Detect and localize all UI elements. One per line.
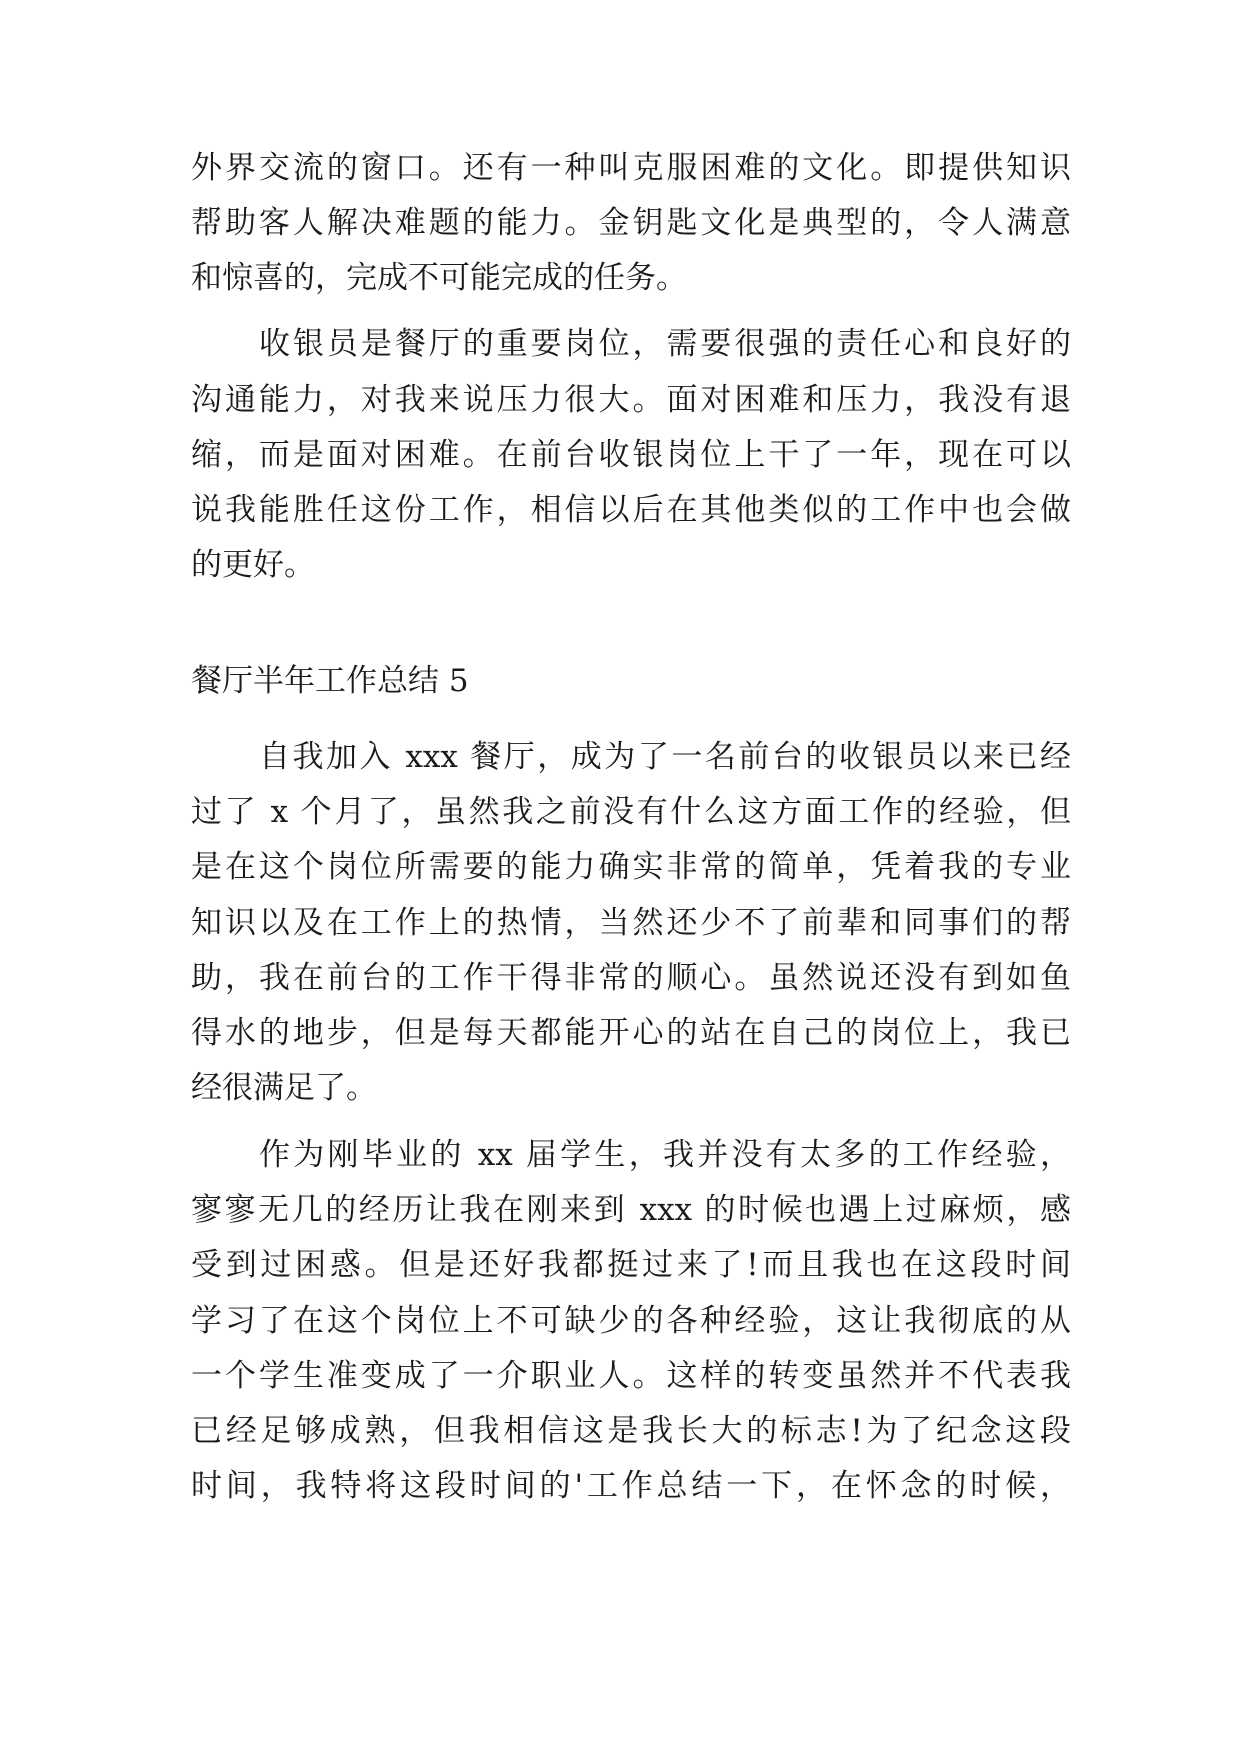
text-line: 一个学生准变成了一介职业人。这样的转变虽然并不代表我 <box>191 1358 1071 1394</box>
text-line: 帮助客人解决难题的能力。金钥匙文化是典型的，令人满意 <box>191 205 1071 241</box>
text-line: 受到过困惑。但是还好我都挺过来了!而且我也在这段时间 <box>191 1247 1071 1283</box>
text-line: 说我能胜任这份工作，相信以后在其他类似的工作中也会做 <box>191 492 1071 528</box>
text-line: 知识以及在工作上的热情，当然还少不了前辈和同事们的帮 <box>191 905 1071 941</box>
text-line: 时间，我特将这段时间的'工作总结一下，在怀念的时候， <box>191 1468 1071 1504</box>
text-line: 过了 x 个月了，虽然我之前没有什么这方面工作的经验，但 <box>191 794 1071 830</box>
text-line: 已经足够成熟，但我相信这是我长大的标志!为了纪念这段 <box>191 1413 1071 1449</box>
text-line: 学习了在这个岗位上不可缺少的各种经验，这让我彻底的从 <box>191 1303 1071 1339</box>
section-title: 餐厅半年工作总结 5 <box>191 663 469 699</box>
text-line: 缩，而是面对困难。在前台收银岗位上干了一年，现在可以 <box>191 437 1071 473</box>
text-line: 和惊喜的，完成不可能完成的任务。 <box>191 260 687 296</box>
text-line: 自我加入 xxx 餐厅，成为了一名前台的收银员以来已经 <box>259 739 1071 775</box>
text-line: 沟通能力，对我来说压力很大。面对困难和压力，我没有退 <box>191 382 1071 418</box>
text-line: 作为刚毕业的 xx 届学生，我并没有太多的工作经验， <box>259 1137 1071 1173</box>
text-line: 经很满足了。 <box>191 1070 377 1106</box>
text-line: 的更好。 <box>191 547 315 583</box>
text-line: 外界交流的窗口。还有一种叫克服困难的文化。即提供知识 <box>191 150 1071 186</box>
text-line: 助，我在前台的工作干得非常的顺心。虽然说还没有到如鱼 <box>191 960 1071 996</box>
text-line: 收银员是餐厅的重要岗位，需要很强的责任心和良好的 <box>259 326 1071 362</box>
text-line: 是在这个岗位所需要的能力确实非常的简单，凭着我的专业 <box>191 849 1071 885</box>
text-line: 寥寥无几的经历让我在刚来到 xxx 的时候也遇上过麻烦，感 <box>191 1192 1071 1228</box>
text-line: 得水的地步，但是每天都能开心的站在自己的岗位上，我已 <box>191 1015 1071 1051</box>
